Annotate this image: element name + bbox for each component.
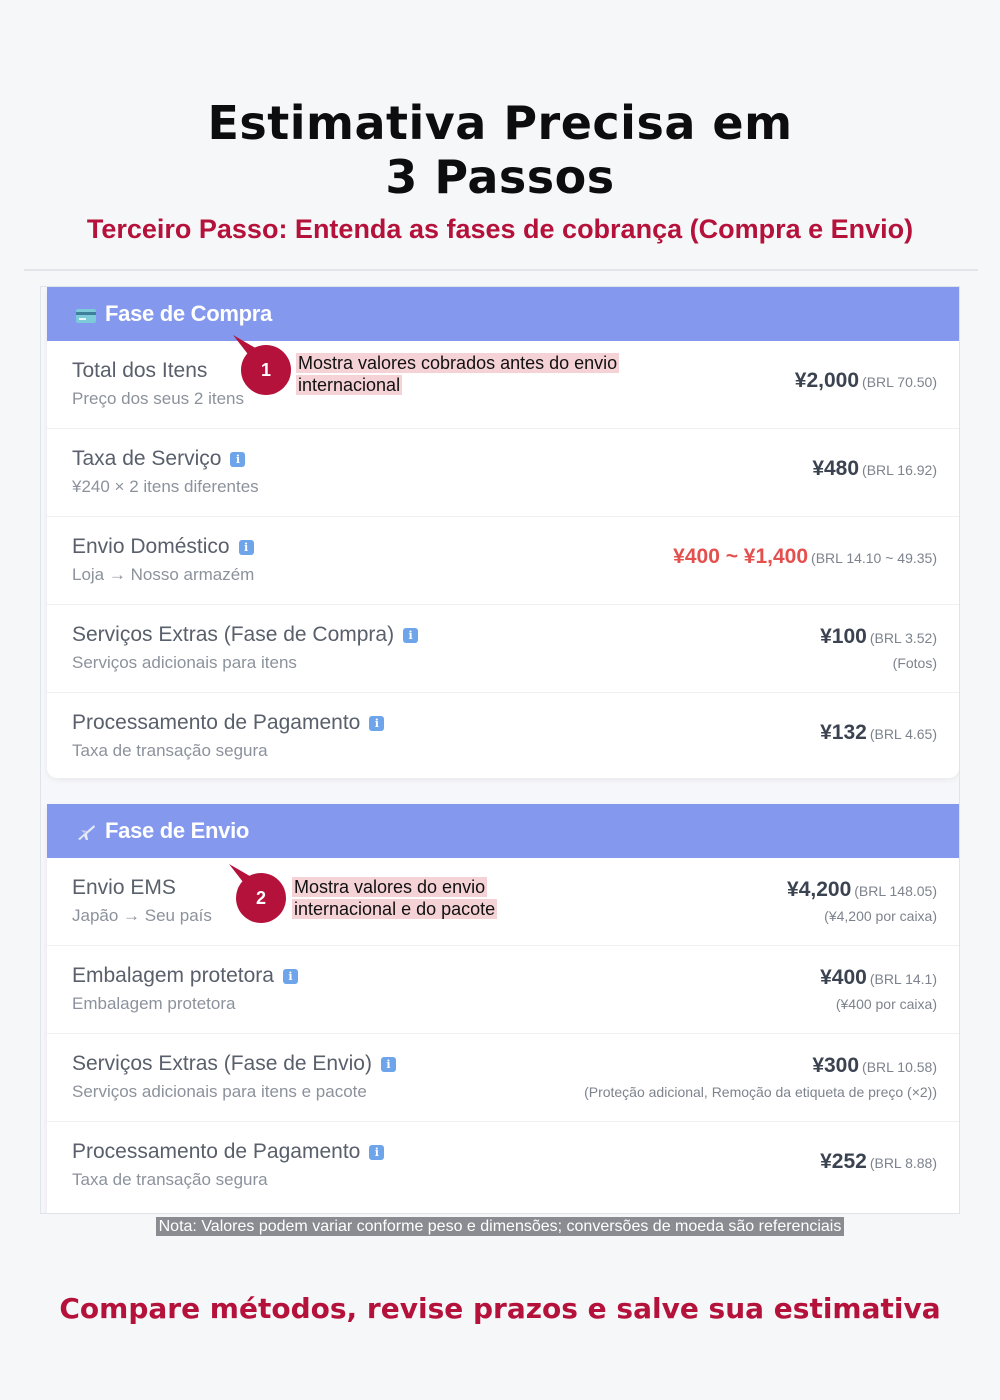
fee-label-text: Embalagem protetora: [72, 964, 274, 987]
fee-note: (¥400 por caixa): [835, 996, 937, 1012]
fee-brl: (BRL 8.88): [869, 1155, 937, 1171]
fee-description: ¥240 × 2 itens diferentes: [72, 477, 259, 496]
info-icon[interactable]: i: [283, 969, 298, 984]
fee-amount: ¥4,200: [787, 878, 852, 901]
fee-value: [820, 625, 937, 671]
shipping-phase-title: Fase de Envio: [105, 818, 250, 843]
shipping-phase-section: [47, 804, 959, 1214]
purchase-phase-header: [47, 287, 959, 341]
fee-row: [47, 1122, 959, 1210]
airplane-icon: [75, 822, 97, 840]
fee-description: Taxa de transação segura: [72, 741, 268, 760]
fee-label-text: Serviços Extras (Fase de Compra): [72, 623, 395, 646]
fee-value: [820, 1150, 937, 1174]
fee-description: Serviços adicionais para itens: [72, 653, 297, 672]
fee-label-text: Envio EMS: [72, 876, 176, 899]
fee-label-text: Processamento de Pagamento: [72, 1140, 361, 1163]
purchase-phase-title: Fase de Compra: [105, 301, 272, 326]
fee-amount: ¥252: [820, 1150, 867, 1173]
fee-brl: (BRL 3.52): [869, 630, 937, 646]
fee-row: [47, 605, 959, 693]
page-title: [0, 96, 1000, 204]
page-title-line2: 3 Passos: [385, 150, 615, 204]
fee-value: [820, 966, 937, 1012]
fee-brl: (BRL 10.58): [862, 1059, 937, 1075]
estimate-screenshot: [40, 286, 960, 1214]
fee-label: [72, 359, 207, 383]
credit-card-icon: [75, 305, 97, 323]
fee-brl: (BRL 14.10 ~ 49.35): [811, 550, 937, 566]
fee-amount: ¥132: [820, 721, 867, 744]
fee-label: [72, 1052, 396, 1076]
info-icon[interactable]: i: [230, 452, 245, 467]
fee-amount: ¥400 ~ ¥1,400: [673, 545, 809, 568]
fee-value: [820, 721, 937, 745]
info-icon[interactable]: i: [239, 540, 254, 555]
fee-label: [72, 964, 298, 988]
divider: [24, 269, 978, 271]
fee-label-text: Processamento de Pagamento: [72, 711, 361, 734]
fee-description: Serviços adicionais para itens e pacote: [72, 1082, 367, 1101]
fee-amount: ¥400: [820, 966, 867, 989]
info-icon[interactable]: i: [369, 716, 384, 731]
fee-row: [47, 858, 959, 946]
info-icon[interactable]: i: [381, 1057, 396, 1072]
fee-row: [47, 946, 959, 1034]
fee-label-text: Total dos Itens: [72, 359, 208, 382]
call-to-action: Compare métodos, revise prazos e salve sua estimativa: [59, 1292, 941, 1325]
fee-label: [72, 447, 245, 471]
fee-amount: ¥480: [812, 457, 860, 480]
fee-label-text: Serviços Extras (Fase de Envio): [72, 1052, 372, 1075]
fee-row: [47, 693, 959, 781]
page-subtitle: Terceiro Passo: Entenda as fases de cobrança (Compra e Envio): [86, 214, 914, 244]
fee-label: [72, 623, 418, 647]
page-title-line1: Estimativa Precisa em: [207, 96, 793, 150]
fee-description: Taxa de transação segura: [72, 1170, 268, 1189]
fee-row: [47, 517, 959, 605]
footnote: [0, 1218, 1000, 1236]
fee-value: [673, 545, 937, 569]
fee-label: [72, 1140, 384, 1164]
fee-row: [47, 429, 959, 517]
info-icon[interactable]: i: [403, 628, 418, 643]
fee-label: [72, 876, 176, 900]
callout-2-badge: 2: [236, 873, 286, 923]
fee-brl: (BRL 4.65): [869, 726, 937, 742]
shipping-phase-header: [47, 804, 959, 858]
fee-description: Embalagem protetora: [72, 994, 236, 1013]
fee-note: (Fotos): [892, 655, 937, 671]
callout-1-text: [296, 352, 619, 396]
info-icon[interactable]: i: [369, 1145, 384, 1160]
fee-amount: ¥300: [812, 1054, 860, 1077]
fee-row: [47, 1034, 959, 1122]
fee-note: (Proteção adicional, Remoção da etiqueta de preço (×2)): [584, 1084, 937, 1100]
fee-brl: (BRL 14.1): [869, 971, 937, 987]
fee-brl: (BRL 70.50): [862, 374, 937, 390]
fee-value: [787, 878, 937, 924]
callout-1-line2: internacional: [298, 375, 401, 395]
fee-amount: ¥2,000: [794, 369, 860, 392]
callout-2-line1: Mostra valores do envio: [294, 877, 486, 897]
fee-label-text: Taxa de Serviço: [72, 447, 222, 470]
fee-value: [584, 1054, 937, 1100]
callout-1-line1: Mostra valores cobrados antes do envio: [298, 353, 618, 373]
fee-brl: (BRL 148.05): [854, 883, 937, 899]
callout-2-line2: internacional e do pacote: [294, 899, 496, 919]
footnote-text: Nota: Valores podem variar conforme peso e dimensões; conversões de moeda são referenciais: [156, 1217, 845, 1236]
fee-description: Japão → Seu país: [72, 906, 212, 925]
fee-description: Loja → Nosso armazém: [72, 565, 255, 584]
fee-description: Preço dos seus 2 itens: [72, 389, 244, 408]
callout-1-badge: 1: [241, 345, 291, 395]
fee-label: [72, 535, 254, 559]
fee-value: [795, 369, 937, 393]
callout-2-text: [292, 876, 497, 920]
fee-note: (¥4,200 por caixa): [824, 908, 937, 924]
fee-amount: ¥100: [820, 625, 867, 648]
fee-label-text: Envio Doméstico: [72, 535, 230, 558]
fee-value: [812, 457, 937, 481]
fee-label: [72, 711, 384, 735]
fee-brl: (BRL 16.92): [862, 462, 937, 478]
